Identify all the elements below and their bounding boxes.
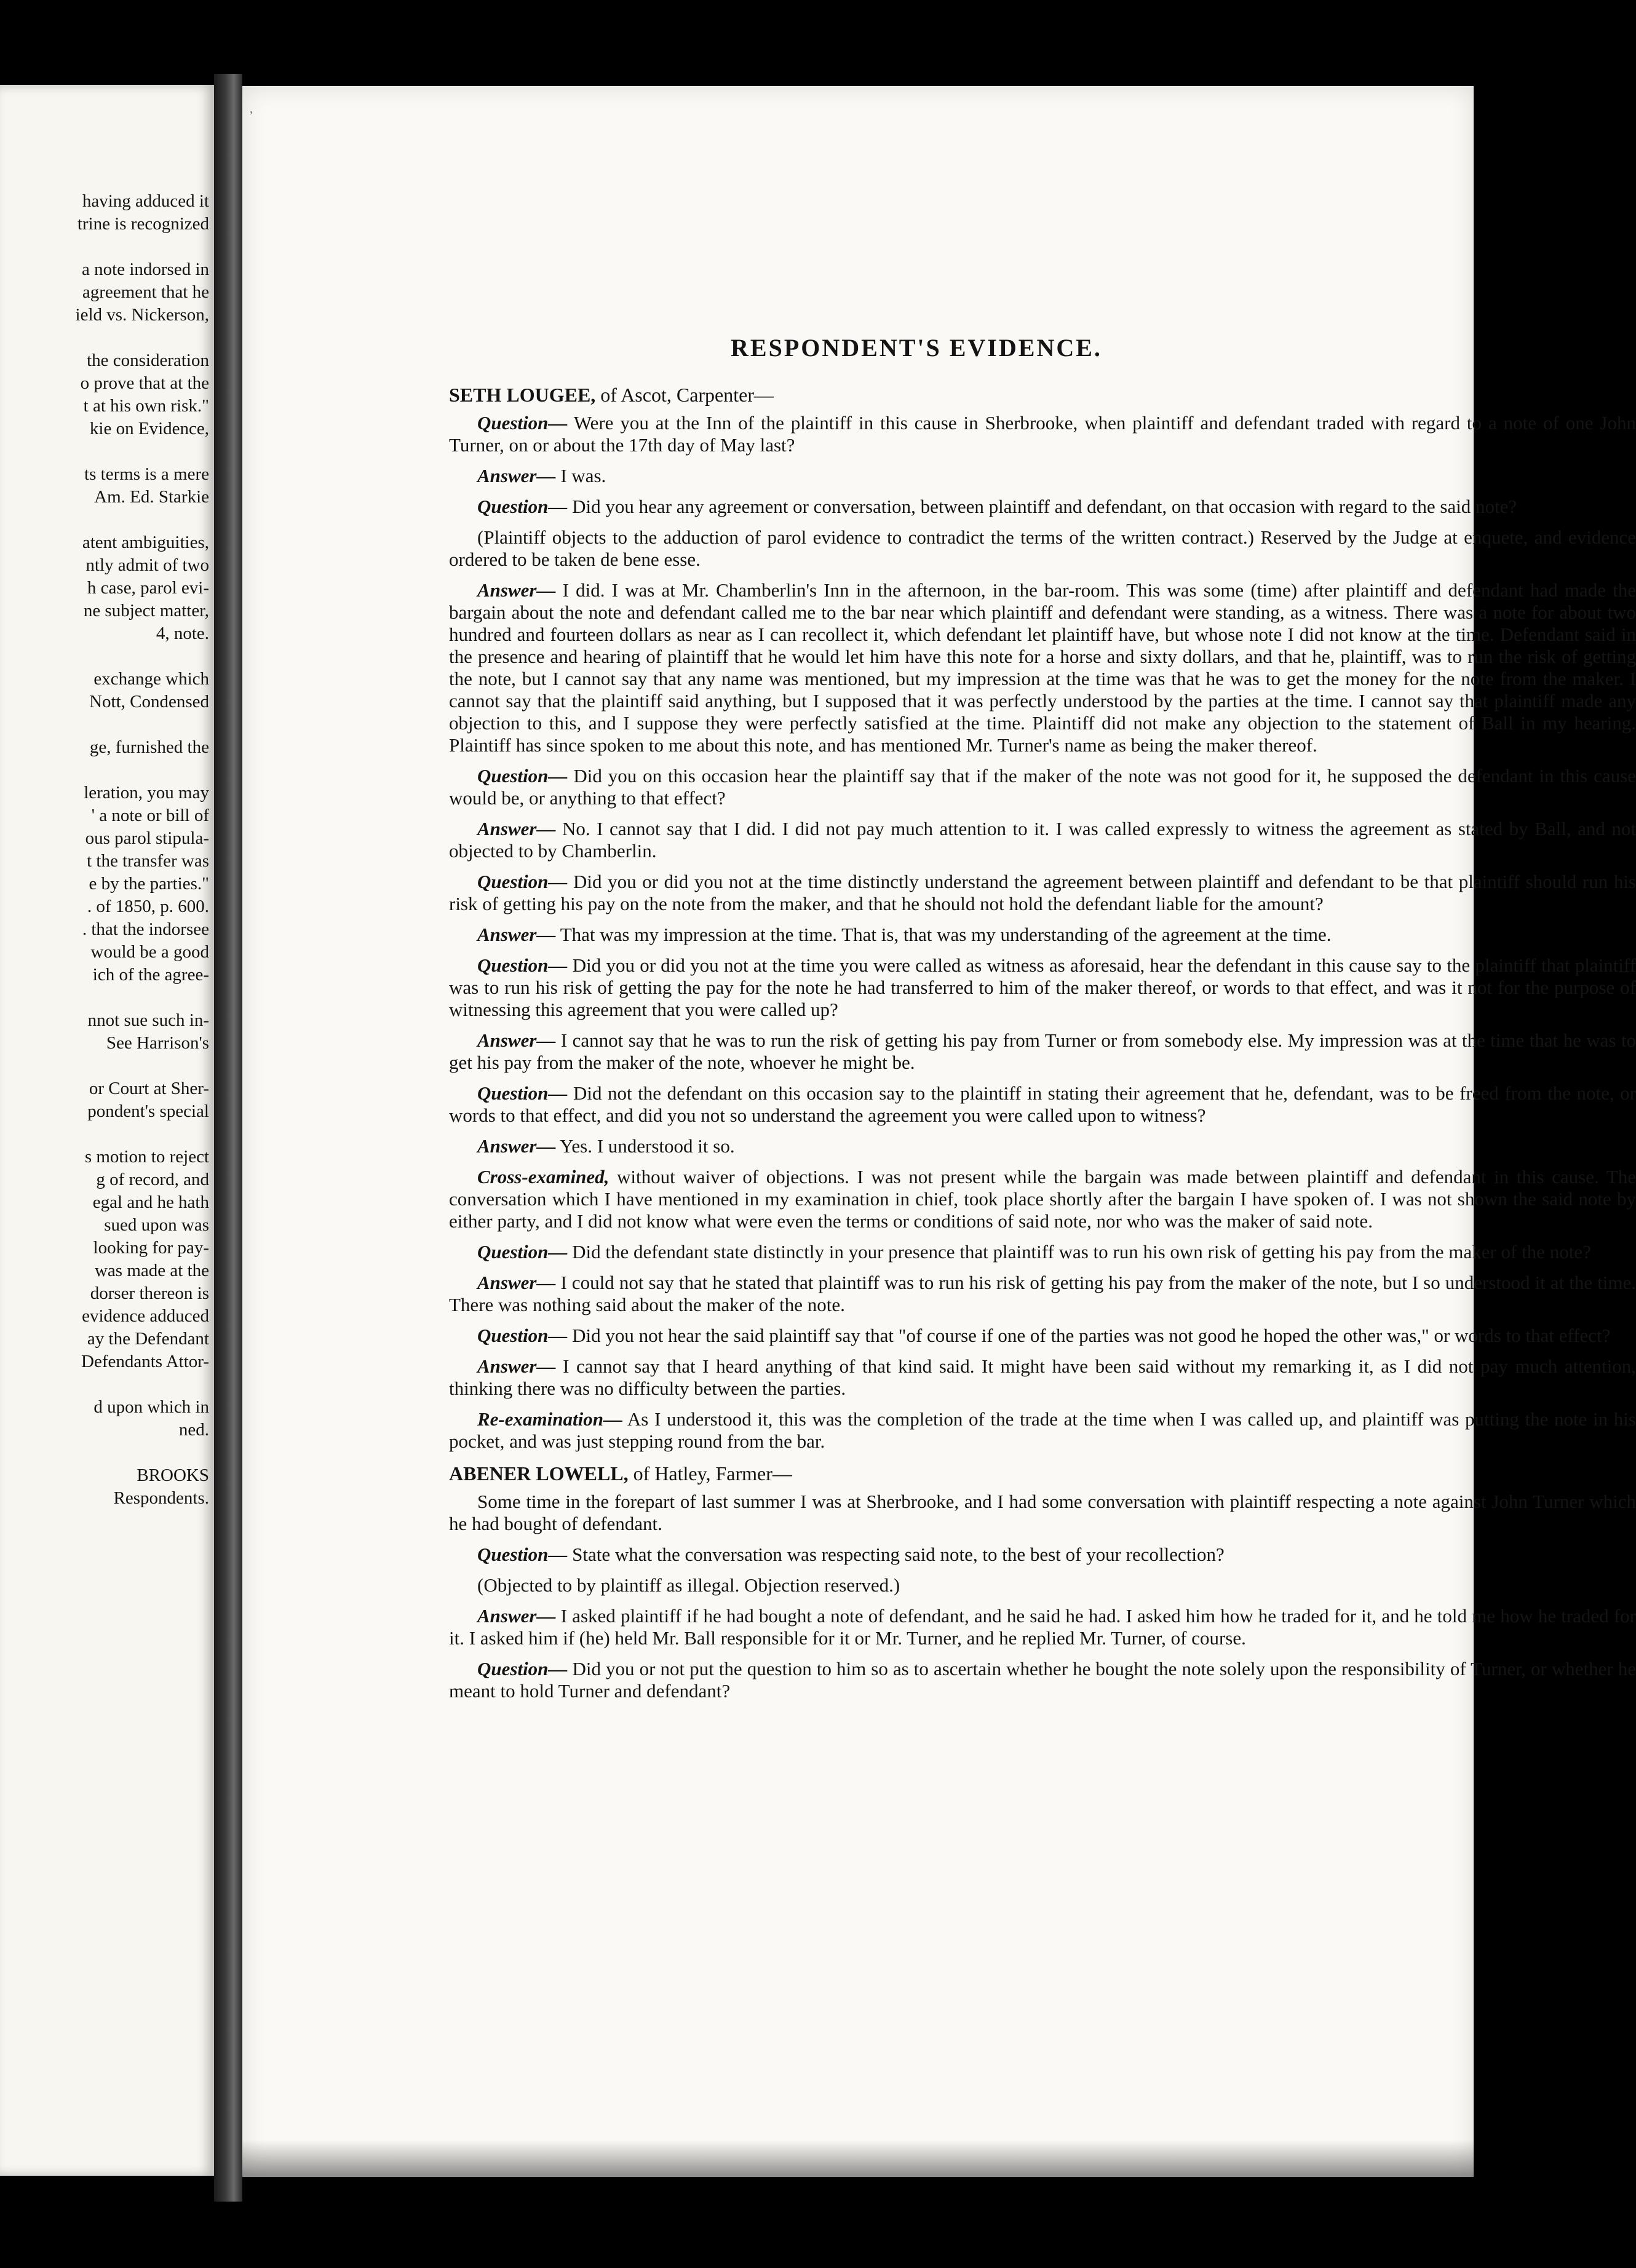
left-page-line: See Harrison's bbox=[106, 1033, 209, 1053]
paragraph-text: Did you hear any agreement or conversation, between plaintiff and defendant, on that occasion with regard to the said note? bbox=[572, 496, 1517, 517]
paragraph-label: Question— bbox=[477, 1544, 568, 1565]
testimony-paragraph bbox=[449, 1029, 1636, 1074]
paragraph-text: Did not the defendant on this occasion say to the plaintiff in stating their agreement that he, defendant, was to be freed from the note, or words to that effect, and did you not so understand the agreement you were called upon to witness? bbox=[449, 1082, 1636, 1126]
paragraph-text: I could not say that he stated that plaintiff was to run his risk of getting his pay from the maker of the note, but I so understood it at the time. There was nothing said about the maker of the note. bbox=[449, 1272, 1636, 1315]
left-page-line: ich of the agree- bbox=[92, 965, 209, 985]
paragraph-text: Yes. I understood it so. bbox=[560, 1135, 735, 1157]
testimony-paragraph bbox=[449, 1135, 1636, 1157]
left-page-line: atent ambiguities, bbox=[82, 533, 209, 552]
paragraph-label: Question— bbox=[477, 412, 568, 434]
paragraph-text: (Plaintiff objects to the adduction of parol evidence to contradict the terms of the written contract.) Reserved by the Judge at enquete, and evidence ordered to be taken de bene esse. bbox=[449, 526, 1636, 570]
paragraph-label: Question— bbox=[477, 954, 568, 976]
paragraph-text: I cannot say that he was to run the risk of getting his pay from Turner or from somebody else. My impression was at the time that he was to get his pay from the maker of the note, whoever he might be. bbox=[449, 1029, 1636, 1073]
left-page-line: Defendants Attor- bbox=[81, 1352, 209, 1371]
paragraph-label: Question— bbox=[477, 1082, 568, 1104]
left-page-line: . that the indorsee bbox=[82, 919, 209, 939]
paragraph-text: As I understood it, this was the completion of the trade at the time when I was called up, and plaintiff was putting the note in his pocket, and was just stepping round from the bar. bbox=[449, 1408, 1636, 1452]
left-page-line: looking for pay- bbox=[93, 1238, 209, 1258]
testimony-block-1 bbox=[449, 412, 1636, 1453]
paragraph-label: Question— bbox=[477, 1325, 568, 1346]
left-page-line: trine is recognized bbox=[77, 214, 209, 234]
paragraph-label: Answer— bbox=[477, 1605, 556, 1627]
paragraph-text: (Objected to by plaintiff as illegal. Objection reserved.) bbox=[477, 1574, 900, 1596]
left-page-line: s motion to reject bbox=[84, 1147, 209, 1167]
left-page-line: or Court at Sher- bbox=[89, 1079, 209, 1098]
left-page-line: evidence adduced bbox=[82, 1306, 209, 1326]
left-page-line: e by the parties." bbox=[89, 874, 209, 894]
paragraph-label: Question— bbox=[477, 1241, 568, 1263]
testimony-paragraph bbox=[449, 496, 1636, 518]
main-page bbox=[242, 86, 1636, 2177]
left-page-line: was made at the bbox=[94, 1261, 209, 1280]
testimony-paragraph bbox=[449, 1241, 1636, 1263]
paragraph-text: I cannot say that I heard anything of that kind said. It might have been said without my remarking it, as I did not pay much attention, thinking there was no difficulty between the parties. bbox=[449, 1355, 1636, 1399]
left-page-line: ntly admit of two bbox=[85, 555, 209, 575]
left-page-line: having adduced it bbox=[82, 191, 209, 211]
paragraph-label: Answer— bbox=[477, 1355, 556, 1377]
left-page-fragment bbox=[0, 85, 214, 2176]
witness-header-1 bbox=[449, 384, 1636, 406]
left-page-line: Nott, Condensed bbox=[89, 692, 209, 712]
left-page-line: dorser thereon is bbox=[90, 1283, 209, 1303]
testimony-paragraph bbox=[449, 465, 1636, 487]
left-page-line: d upon which in bbox=[93, 1397, 209, 1417]
left-page-line: nnot sue such in- bbox=[87, 1010, 209, 1030]
testimony-paragraph bbox=[449, 1408, 1636, 1453]
left-page-line: exchange which bbox=[93, 669, 209, 689]
testimony-paragraph bbox=[449, 1355, 1636, 1400]
witness-name: SETH LOUGEE, bbox=[449, 384, 596, 406]
testimony-paragraph bbox=[449, 954, 1636, 1021]
left-page-line: agreement that he bbox=[82, 282, 209, 302]
testimony-paragraph bbox=[449, 818, 1636, 862]
testimony-paragraph bbox=[449, 526, 1636, 571]
testimony-block-2 bbox=[449, 1491, 1636, 1702]
paragraph-text: Did you or did you not at the time distinctly understand the agreement between plaintiff and defendant to be that plaintiff should run his risk of getting his pay on the note from the maker, and that he should not hold the defendant liable for the amount? bbox=[449, 871, 1636, 914]
paragraph-label: Question— bbox=[477, 871, 568, 892]
paragraph-label: Answer— bbox=[477, 924, 556, 945]
testimony-paragraph bbox=[449, 579, 1636, 756]
paragraph-label: Answer— bbox=[477, 465, 556, 486]
paragraph-label: Re-examination— bbox=[477, 1408, 622, 1430]
left-page-line: ts terms is a mere bbox=[84, 464, 209, 484]
paragraph-text: I was. bbox=[560, 465, 606, 486]
left-page-line: ' a note or bill of bbox=[91, 806, 209, 825]
book-gutter bbox=[214, 74, 242, 2202]
paragraph-label: Answer— bbox=[477, 818, 556, 839]
left-page-line: ield vs. Nickerson, bbox=[75, 305, 209, 325]
paragraph-label: Answer— bbox=[477, 1135, 556, 1157]
paragraph-text: Some time in the forepart of last summer I was at Sherbrooke, and I had some conversation with plaintiff respecting a note against John Turner which he had bought of defendant. bbox=[449, 1491, 1636, 1534]
testimony-paragraph bbox=[449, 1082, 1636, 1127]
testimony-paragraph bbox=[449, 1325, 1636, 1347]
left-page-line: o prove that at the bbox=[80, 373, 209, 393]
testimony-paragraph bbox=[449, 924, 1636, 946]
left-page-line: ge, furnished the bbox=[89, 737, 209, 757]
testimony-paragraph bbox=[449, 1658, 1636, 1702]
paragraph-text: That was my impression at the time. That is, that was my understanding of the agreement at the time. bbox=[560, 924, 1332, 945]
witness-place: of Hatley, Farmer— bbox=[633, 1462, 792, 1485]
paragraph-text: without waiver of objections. I was not present while the bargain was made between plaintiff and defendant in this cause. The conversation which I have mentioned in my examination in chief, took place shortly after the bargain I have spoken of. I was not shown the said note by either party, and I did not know what were even the terms or conditions of said note, nor who was the maker of said note. bbox=[449, 1166, 1636, 1232]
left-page-line: BROOKS bbox=[137, 1465, 209, 1485]
left-page-line: Respondents. bbox=[113, 1488, 209, 1508]
witness-name: ABENER LOWELL, bbox=[449, 1462, 629, 1485]
paragraph-label: Cross-examined, bbox=[477, 1166, 610, 1188]
page-body bbox=[449, 374, 1636, 1711]
left-page-line: leration, you may bbox=[84, 783, 209, 803]
paragraph-text: I asked plaintiff if he had bought a note of defendant, and he said he had. I asked him how he traded for it, and he told me how he traded for it. I asked him if (he) held Mr. Ball responsible for it or Mr. Turner, and he replied Mr. Turner, of course. bbox=[449, 1605, 1636, 1649]
left-page-line: kie on Evidence, bbox=[89, 419, 209, 438]
page-heading: RESPONDENT'S EVIDENCE. bbox=[731, 334, 1102, 362]
testimony-paragraph bbox=[449, 1544, 1636, 1566]
paragraph-label: Question— bbox=[477, 1658, 568, 1679]
testimony-paragraph bbox=[449, 1272, 1636, 1316]
testimony-paragraph bbox=[449, 1166, 1636, 1232]
paragraph-text: Did the defendant state distinctly in your presence that plaintiff was to run his own risk of getting his pay from the maker of the note? bbox=[572, 1241, 1591, 1263]
paragraph-label: Answer— bbox=[477, 1029, 556, 1051]
witness-place: of Ascot, Carpenter— bbox=[600, 384, 774, 406]
left-page-line: pondent's special bbox=[87, 1101, 209, 1121]
testimony-paragraph bbox=[449, 1491, 1636, 1535]
paragraph-text: Did you or did you not at the time you were called as witness as aforesaid, hear the defendant in this cause say to the plaintiff that plaintiff was to run his risk of getting the pay for the note he had transferred to him of the maker thereof, or words to that effect, and was it not for the purpose of witnessing this agreement that you were called up? bbox=[449, 954, 1636, 1020]
paragraph-text: State what the conversation was respecting said note, to the best of your recollection? bbox=[572, 1544, 1225, 1565]
left-page-line: ne subject matter, bbox=[83, 601, 209, 621]
corner-mark: , bbox=[250, 102, 253, 116]
left-page-line: t at his own risk." bbox=[83, 396, 209, 416]
left-page-line: Am. Ed. Starkie bbox=[94, 487, 209, 507]
paragraph-text: Did you not hear the said plaintiff say that "of course if one of the parties was not good he hoped the other was," or words to that effect? bbox=[572, 1325, 1611, 1346]
left-page-line: t the transfer was bbox=[87, 851, 209, 871]
witness-header-2 bbox=[449, 1462, 1636, 1485]
left-page-line: ned. bbox=[178, 1420, 209, 1440]
left-page-line: . of 1850, p. 600. bbox=[87, 897, 209, 916]
paragraph-label: Question— bbox=[477, 765, 568, 787]
left-page-line: egal and he hath bbox=[92, 1192, 209, 1212]
testimony-paragraph bbox=[449, 871, 1636, 915]
testimony-paragraph bbox=[449, 1574, 1636, 1596]
left-page-line: would be a good bbox=[90, 942, 209, 962]
testimony-paragraph bbox=[449, 1605, 1636, 1649]
left-page-line: 4, note. bbox=[156, 624, 209, 643]
paragraph-label: Question— bbox=[477, 496, 568, 517]
left-page-line: a note indorsed in bbox=[82, 260, 209, 279]
paragraph-text: I did. I was at Mr. Chamberlin's Inn in the afternoon, in the bar-room. This was some (time) after plaintiff and defendant had made the bargain about the note and defendant called me to the bar near which plaintiff and defendant were standing, as a witness. There was a note for about two hundred and fourteen dollars as near as I can recollect it, which defendant let plaintiff have, but whose note I did not know at the time. Defendant said in the presence and hearing of plaintiff that he would let him have this note for a horse and sixty dollars, and that he, plaintiff, was to run the risk of getting the note, but I cannot say that any name was mentioned, but my impression at the time was that he was to get the money for the note from the maker. I cannot say that the plaintiff said anything, but I supposed that it was perfectly understood by the parties at the time. I cannot say that plaintiff made any objection to this, and I suppose they were perfectly satisfied at the time. Plaintiff did not make any objection to the statement of Ball in my hearing. Plaintiff has since spoken to me about this note, and has mentioned Mr. Turner's name as being the maker thereof. bbox=[449, 579, 1636, 756]
left-page-line: ay the Defendant bbox=[87, 1329, 209, 1349]
paragraph-text: Did you or not put the question to him so as to ascertain whether he bought the note solely upon the responsibility of Turner, or whether he meant to hold Turner and defendant? bbox=[449, 1658, 1636, 1702]
testimony-paragraph bbox=[449, 412, 1636, 456]
left-page-line: h case, parol evi- bbox=[87, 578, 209, 598]
paragraph-text: Were you at the Inn of the plaintiff in this cause in Sherbrooke, when plaintiff and defendant traded with regard to a note of one John Turner, on or about the 17th day of May last? bbox=[449, 412, 1636, 456]
left-page-line: g of record, and bbox=[96, 1170, 209, 1189]
paragraph-text: No. I cannot say that I did. I did not pay much attention to it. I was called expressly to witness the agreement as stated by Ball, and not objected to by Chamberlin. bbox=[449, 818, 1636, 862]
left-page-line: sued upon was bbox=[104, 1215, 209, 1235]
paragraph-text: Did you on this occasion hear the plaintiff say that if the maker of the note was not good for it, he supposed the defendant in this cause would be, or anything to that effect? bbox=[449, 765, 1636, 809]
left-page-line: the consideration bbox=[87, 351, 209, 370]
left-page-line: ous parol stipula- bbox=[85, 828, 209, 848]
testimony-paragraph bbox=[449, 765, 1636, 809]
paragraph-label: Answer— bbox=[477, 1272, 556, 1293]
paragraph-label: Answer— bbox=[477, 579, 556, 601]
